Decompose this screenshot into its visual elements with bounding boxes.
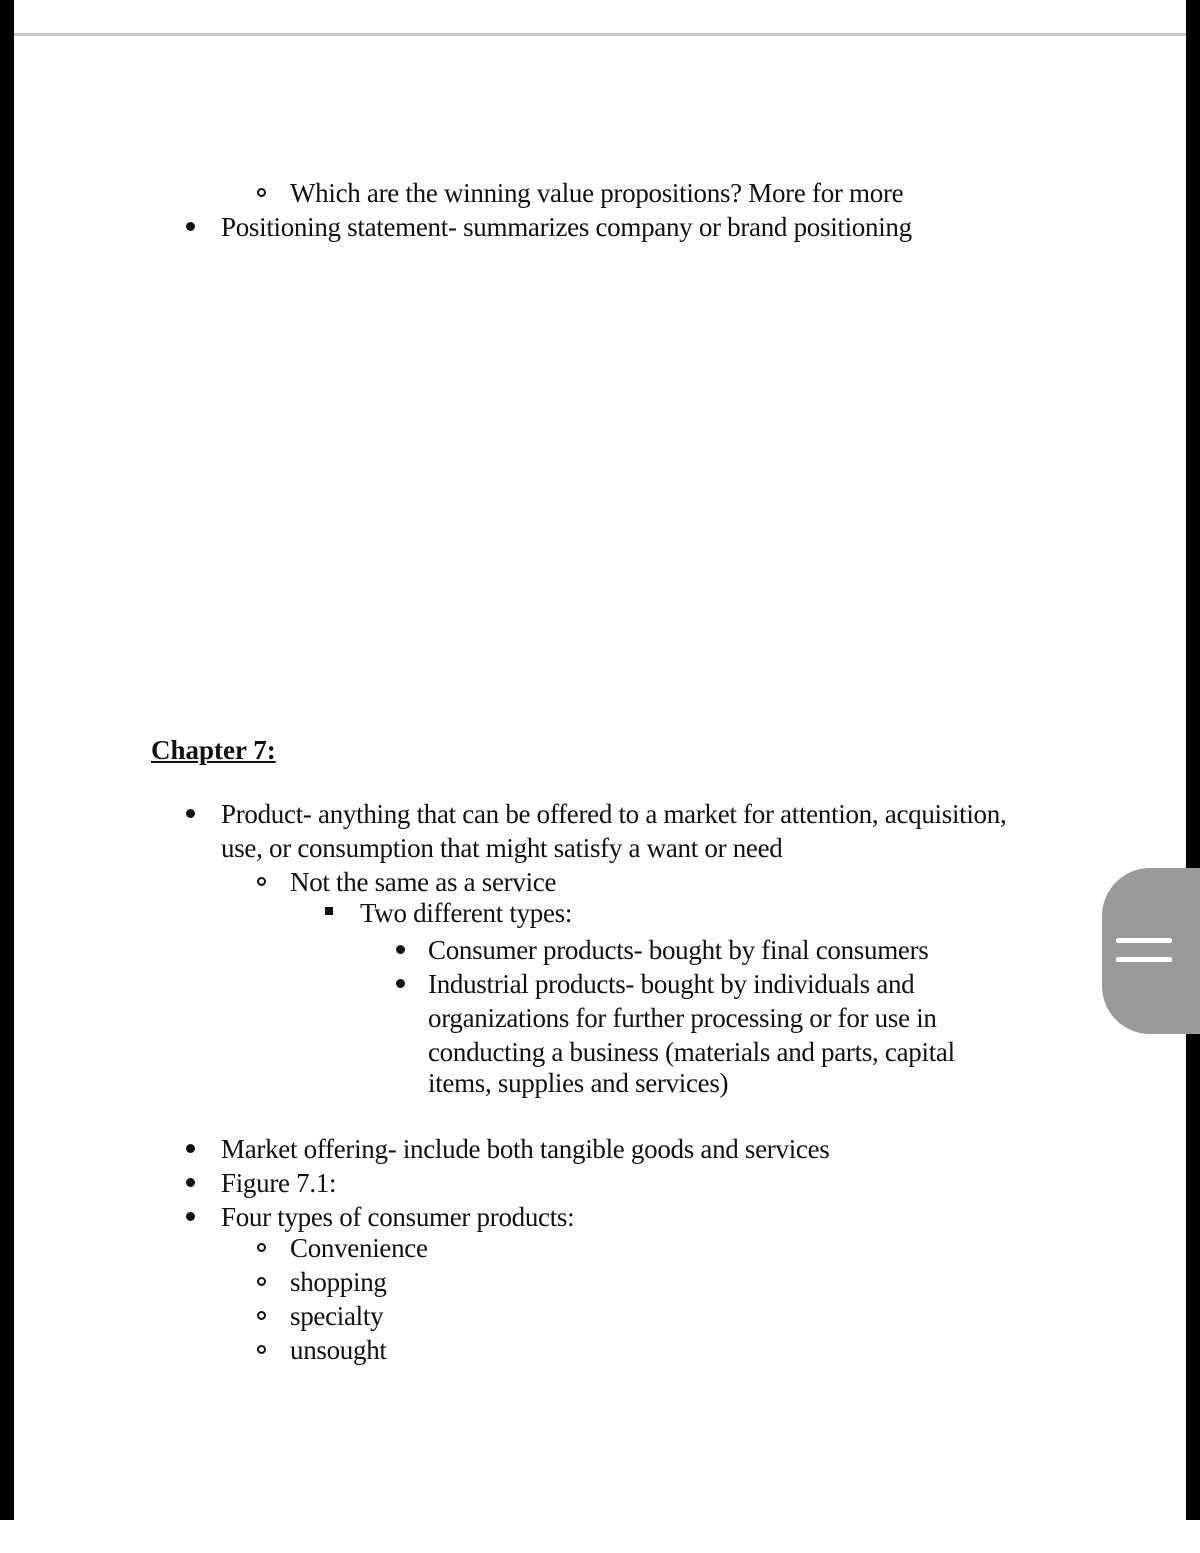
- circle-bullet-icon: [257, 877, 266, 886]
- list-item-continuation: conducting a business (materials and parts, capital: [428, 1037, 955, 1067]
- bullet-icon: [186, 222, 195, 231]
- list-item: specialty: [290, 1301, 384, 1331]
- scroll-handle[interactable]: [1102, 868, 1200, 1034]
- list-item: Two different types:: [360, 898, 573, 928]
- list-item-continuation: organizations for further processing or for use in: [428, 1003, 937, 1033]
- viewer-top-bar: [14, 0, 1186, 36]
- circle-bullet-icon: [257, 1243, 266, 1252]
- list-item: Four types of consumer products:: [221, 1202, 575, 1232]
- list-item: Figure 7.1:: [221, 1168, 337, 1198]
- list-item-continuation: use, or consumption that might satisfy a want or need: [221, 833, 783, 863]
- circle-bullet-icon: [257, 1311, 266, 1320]
- list-item: Convenience: [290, 1233, 428, 1263]
- list-item: shopping: [290, 1267, 387, 1297]
- bullet-icon: [186, 1144, 195, 1153]
- circle-bullet-icon: [257, 1277, 266, 1286]
- bullet-icon: [396, 945, 405, 954]
- list-item: Not the same as a service: [290, 867, 557, 897]
- list-item: Industrial products- bought by individuals and: [428, 969, 915, 999]
- list-item: Product- anything that can be offered to a market for attention, acquisition,: [221, 799, 1007, 829]
- bullet-icon: [396, 979, 405, 988]
- drag-handle-icon[interactable]: [1116, 938, 1172, 943]
- drag-handle-icon[interactable]: [1116, 957, 1172, 962]
- list-item: unsought: [290, 1335, 387, 1365]
- list-item: Market offering- include both tangible goods and services: [221, 1134, 830, 1164]
- viewer-right-edge: [1186, 0, 1200, 1520]
- list-item: Consumer products- bought by final consumers: [428, 935, 929, 965]
- bullet-icon: [186, 1178, 195, 1187]
- bullet-icon: [186, 1212, 195, 1221]
- list-item-continuation: items, supplies and services): [428, 1068, 729, 1098]
- circle-bullet-icon: [257, 188, 266, 197]
- bullet-icon: [186, 809, 195, 818]
- square-bullet-icon: [325, 907, 333, 915]
- list-item: Positioning statement- summarizes company or brand positioning: [221, 212, 912, 242]
- list-item: Which are the winning value propositions? More for more: [290, 178, 904, 208]
- viewer-left-edge: [0, 0, 14, 1520]
- chapter-heading: Chapter 7:: [151, 735, 276, 765]
- document-page: [14, 36, 1186, 1520]
- circle-bullet-icon: [257, 1345, 266, 1354]
